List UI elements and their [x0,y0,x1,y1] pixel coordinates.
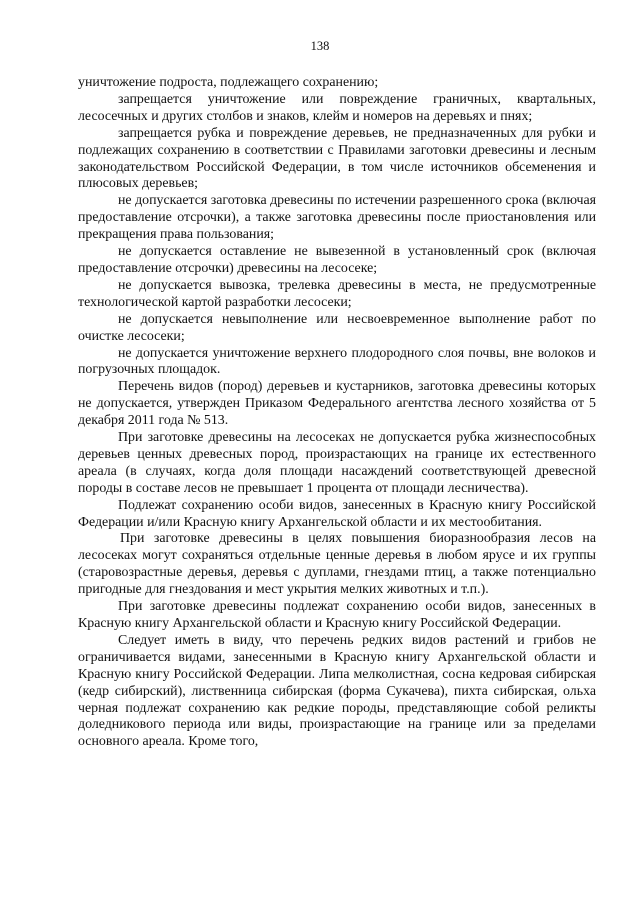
paragraph-1: уничтожение подроста, подлежащего сохранению; [78,75,379,90]
page-number: 138 [310,39,330,53]
paragraph-4: не допускается заготовка древесины по истечении разрешенного срока (включая предоставление отсрочки), а также заготовка древесины после приостановления или прекращения права пользования; [78,193,597,243]
paragraph-6: не допускается вывозка, трелевка древесины в места, не предусмотренные технологической картой разработки лесосеки; [78,277,596,310]
paragraph-3: запрещается рубка и повреждение деревьев, не предназначенных для рубки и подлежащих сохранению в соответствии с Правилами заготовки древесины и лесным законодательством Российской Федерации, в том числе источников обсеменения и плюсовых деревьев; [78,125,596,192]
paragraph-9: Перечень видов (пород) деревьев и кустарников, заготовка древесины которых не допускается, утвержден Приказом Федерального агентства лесного хозяйства от 5 декабря 2011 года № 513. [78,379,596,429]
paragraph-11: Подлежат сохранению особи видов, занесенных в Красную книгу Российской Федерации и/или Красную книгу Архангельской области и их местообитания. [78,497,596,530]
paragraph-13: При заготовке древесины подлежат сохранению особи видов, занесенных в Красную книгу Архангельской области и Красную книгу Российской Федерации. [78,599,596,631]
paragraph-5: не допускается оставление не вывезенной в установленный срок (включая предоставление отсрочки) древесины на лесосеке; [78,244,596,276]
paragraph-14: Следует иметь в виду, что перечень редких видов растений и грибов не ограничивается видами, занесенными в Красную книгу Архангельской области и Красную книгу Российской Федерации. Липа мелколистная, сосна кедровая сибирская (кедр сибирский), лиственница сибирская (форма Сукачева), пихта сибирская, ольха черная подлежат сохранению как редкие породы, представляющие собой реликты доледникового периода или виды, произрастающие на границе или за пределами основного ареала. Кроме того, [78,632,596,750]
paragraph-2: запрещается уничтожение или повреждение граничных, квартальных, лесосечных и других столбов и знаков, клейм и номеров на деревьях и пнях; [78,91,596,124]
paragraph-8: не допускается уничтожение верхнего плодородного слоя почвы, вне волоков и погрузочных площадок. [78,345,596,378]
paragraph-12: При заготовке древесины в целях повышения биоразнообразия лесов на лесосеках могут сохраняться отдельные ценные деревья в любом ярусе и их группы (старовозрастные деревья, деревья с дуплами, гнездами птиц, а также потенциально пригодные для гнездования и мест укрытия мелких животных и т.п.). [78,531,596,598]
paragraph-10: При заготовке древесины на лесосеках не допускается рубка жизнеспособных деревьев ценных древесных пород, произрастающих на границе их естественного ареала (в случаях, когда доля площади насаждений соответствующей древесной породы в составе лесов не превышает 1 процента от площади лесничества). [78,430,596,496]
paragraph-7: не допускается невыполнение или несвоевременное выполнение работ по очистке лесосеки; [78,311,596,344]
body-text [78,75,596,751]
